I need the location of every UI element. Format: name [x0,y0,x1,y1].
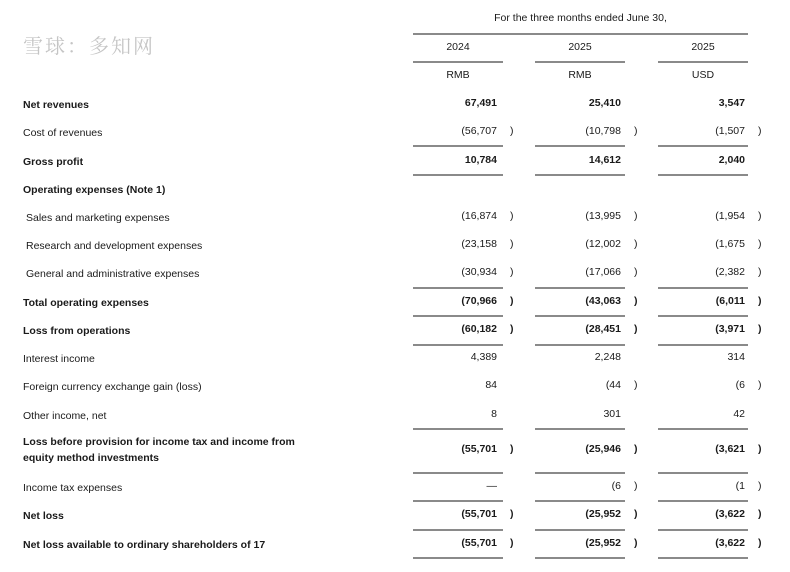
row-value: 301 [603,408,621,420]
negative-paren: ) [634,379,638,391]
column-rule [413,61,503,63]
row-label: Operating expenses (Note 1) [23,184,166,196]
row-label: Net revenues [23,99,89,111]
negative-paren: ) [634,266,638,278]
row-value: (55,701 [461,537,497,549]
row-label: Foreign currency exchange gain (loss) [23,381,202,393]
row-label: Net loss [23,510,64,522]
row-value: 314 [727,351,745,363]
negative-paren: ) [634,210,638,222]
row-value: (1,507 [715,125,745,137]
row-value: (30,934 [461,266,497,278]
row-label: Income tax expenses [23,482,123,494]
column-rule [413,145,503,147]
row-value: 67,491 [464,97,497,109]
row-label: Research and development expenses [26,240,203,252]
column-rule [413,557,503,559]
negative-paren: ) [510,508,514,520]
negative-paren: ) [510,443,514,455]
negative-paren: ) [758,379,762,391]
column-rule [658,557,748,559]
negative-paren: ) [634,537,638,549]
column-rule [413,500,503,502]
row-value: 25,410 [588,97,621,109]
col-year-2: 2025 [568,41,592,53]
row-value: (2,382 [715,266,745,278]
negative-paren: ) [758,480,762,492]
column-rule [535,174,625,176]
column-rule [535,500,625,502]
negative-paren: ) [758,266,762,278]
negative-paren: ) [510,323,514,335]
row-value: (55,701 [461,508,497,520]
row-label: Loss from operations [23,325,131,337]
negative-paren: ) [758,210,762,222]
row-value: (1 [735,480,745,492]
column-rule [535,472,625,474]
row-label: Sales and marketing expenses [26,212,170,224]
row-value: 8 [491,408,497,420]
negative-paren: ) [758,537,762,549]
negative-paren: ) [634,323,638,335]
row-value: (28,451 [585,323,621,335]
row-value: (25,952 [585,537,621,549]
negative-paren: ) [634,508,638,520]
column-rule [658,315,748,317]
negative-paren: ) [634,125,638,137]
negative-paren: ) [510,210,514,222]
row-value: (1,675 [715,238,745,250]
negative-paren: ) [510,295,514,307]
column-rule [658,428,748,430]
column-rule [535,287,625,289]
negative-paren: ) [510,238,514,250]
period-header: For the three months ended June 30, [494,12,667,24]
column-rule [658,500,748,502]
column-rule [413,315,503,317]
row-value: 14,612 [588,154,621,166]
row-value: 84 [485,379,497,391]
row-value: (3,622 [715,537,745,549]
column-rule [535,529,625,531]
row-value: (12,002 [585,238,621,250]
row-value: (3,971 [715,323,745,335]
row-value: 2,248 [594,351,621,363]
row-value: 4,389 [470,351,497,363]
row-value: (60,182 [461,323,497,335]
column-rule [413,472,503,474]
row-label: Total operating expenses [23,297,149,309]
row-value: 2,040 [718,154,745,166]
column-rule [658,174,748,176]
row-label: Gross profit [23,156,84,168]
column-rule [658,287,748,289]
row-value: (56,707 [461,125,497,137]
negative-paren: ) [758,508,762,520]
column-rule [413,344,503,346]
col-currency-2: RMB [568,69,592,81]
row-value: (25,946 [585,443,621,455]
row-value: (6 [735,379,745,391]
row-value: (6,011 [715,295,745,307]
negative-paren: ) [634,480,638,492]
row-value: (6 [611,480,621,492]
row-value: 42 [733,408,745,420]
row-label: Loss before provision for income tax and income from equity method investments [23,436,295,464]
row-value: (1,954 [715,210,745,222]
col-year-1: 2024 [446,41,470,53]
column-rule [535,557,625,559]
negative-paren: ) [758,323,762,335]
watermark: 雪球：多知网 [23,36,155,58]
column-rule [413,428,503,430]
row-value: (17,066 [585,266,621,278]
row-value: (3,621 [715,443,745,455]
column-rule [658,529,748,531]
column-rule [658,472,748,474]
negative-paren: ) [510,125,514,137]
column-rule [535,428,625,430]
row-value: (43,063 [585,295,621,307]
row-value: — [486,480,497,492]
negative-paren: ) [510,266,514,278]
column-rule [535,145,625,147]
column-rule [535,315,625,317]
negative-paren: ) [758,238,762,250]
negative-paren: ) [758,443,762,455]
col-year-3: 2025 [691,41,715,53]
col-currency-3: USD [691,69,715,81]
row-value: (16,874 [461,210,497,222]
negative-paren: ) [634,443,638,455]
column-rule [535,61,625,63]
row-value: (23,158 [461,238,497,250]
row-value: (44 [605,379,621,391]
negative-paren: ) [634,238,638,250]
negative-paren: ) [634,295,638,307]
column-rule [413,287,503,289]
column-rule [413,174,503,176]
row-label: Net loss available to ordinary shareholders of 17 [23,539,266,551]
column-rule [658,344,748,346]
row-value: (25,952 [585,508,621,520]
column-rule [413,529,503,531]
row-label: Interest income [23,353,95,365]
row-label: Other income, net [23,410,107,422]
row-value: 10,784 [464,154,497,166]
row-label: General and administrative expenses [26,268,200,280]
row-value: (70,966 [461,295,497,307]
row-value: (13,995 [585,210,621,222]
column-rule [658,61,748,63]
header-rule [413,33,748,35]
column-rule [658,145,748,147]
row-value: (3,622 [715,508,745,520]
row-value: 3,547 [718,97,745,109]
column-rule [535,344,625,346]
row-value: (10,798 [585,125,621,137]
col-currency-1: RMB [446,69,470,81]
negative-paren: ) [758,125,762,137]
row-value: (55,701 [461,443,497,455]
negative-paren: ) [758,295,762,307]
negative-paren: ) [510,537,514,549]
row-label: Cost of revenues [23,127,103,139]
